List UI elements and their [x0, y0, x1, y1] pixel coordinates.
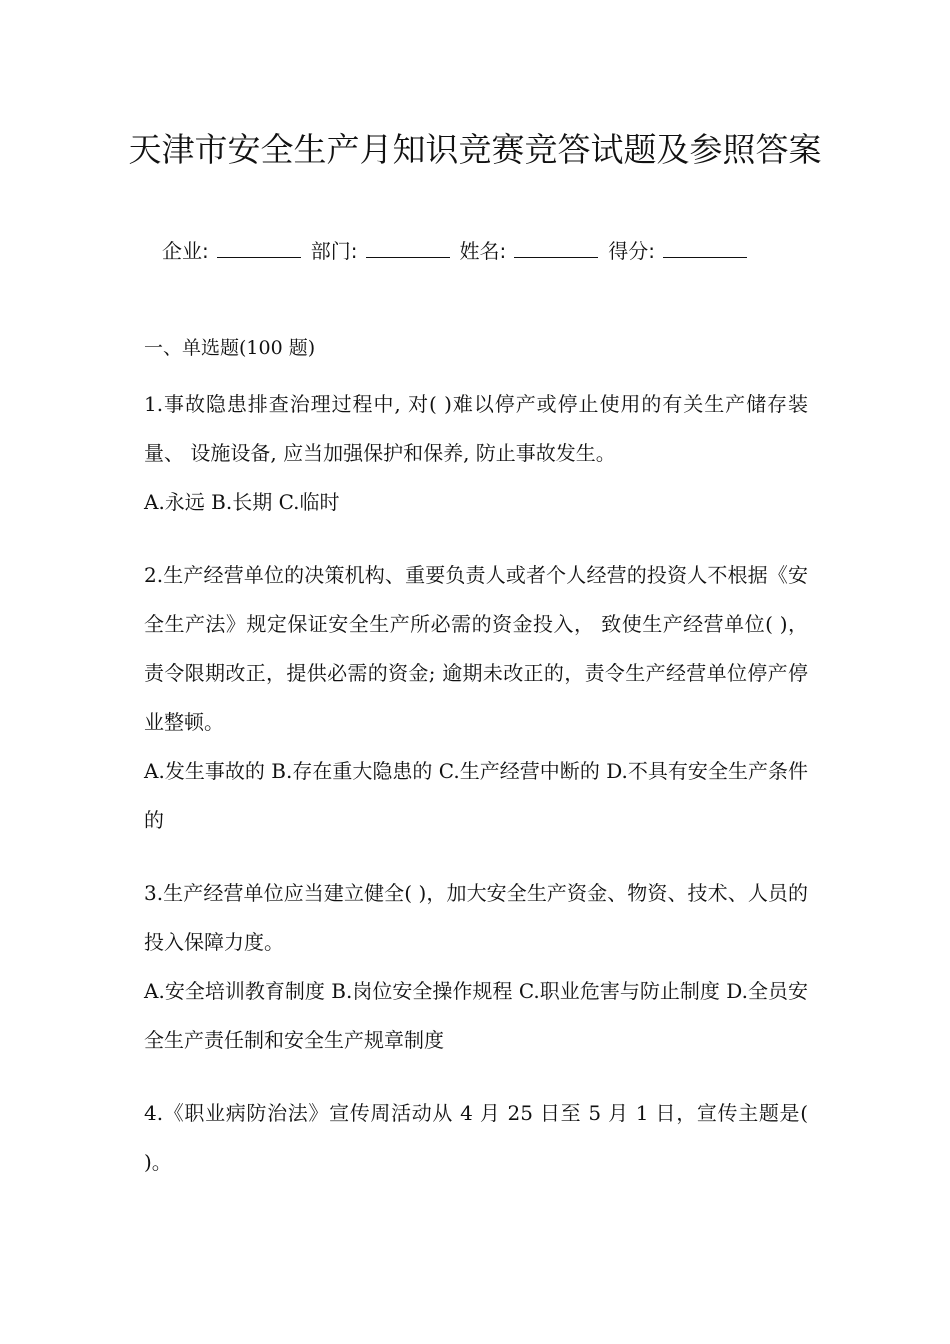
question-item: [144, 869, 808, 1065]
company-blank: [217, 237, 301, 258]
score-label: 得分:: [608, 239, 655, 263]
score-blank: [663, 237, 747, 258]
document-title: 天津市安全生产月知识竞赛竞答试题及参照答案: [128, 130, 822, 169]
section-header: 一、单选题(100 题): [144, 337, 316, 359]
company-label: 企业:: [162, 239, 209, 263]
questions-content: [144, 330, 808, 1211]
name-blank: [514, 237, 598, 258]
question-text: 3.生产经营单位应当建立健全( )，加大安全生产资金、物资、技术、人员的投入保障力度。: [144, 881, 808, 954]
info-fields-line: [162, 236, 802, 266]
name-label: 姓名:: [459, 239, 507, 263]
department-blank: [366, 237, 450, 258]
question-item: [144, 1089, 808, 1187]
question-item: [144, 380, 808, 527]
question-item: [144, 551, 808, 845]
question-text: 2.生产经营单位的决策机构、重要负责人或者个人经营的投资人不根据《安全生产法》规定保证安全生产所必需的资金投入， 致使生产经营单位( )，责令限期改正，提供必需的资金; 逾期未改正的，责令生产经营单位停产停业整顿。: [144, 563, 808, 734]
question-text: 4.《职业病防治法》宣传周活动从 4 月 25 日至 5 月 1 日，宣传主题是( )。: [144, 1101, 808, 1174]
question-text: 1.事故隐患排查治理过程中, 对( )难以停产或停止使用的有关生产储存装量、 设施设备, 应当加强保护和保养, 防止事故发生。: [144, 392, 808, 465]
question-options: A.发生事故的 B.存在重大隐患的 C.生产经营中断的 D.不具有安全生产条件的: [144, 759, 808, 832]
question-options: A.永远 B.长期 C.临时: [144, 490, 340, 514]
question-options: A.安全培训教育制度 B.岗位安全操作规程 C.职业危害与防止制度 D.全员安全生产责任制和安全生产规章制度: [144, 979, 808, 1052]
department-label: 部门:: [310, 239, 358, 263]
